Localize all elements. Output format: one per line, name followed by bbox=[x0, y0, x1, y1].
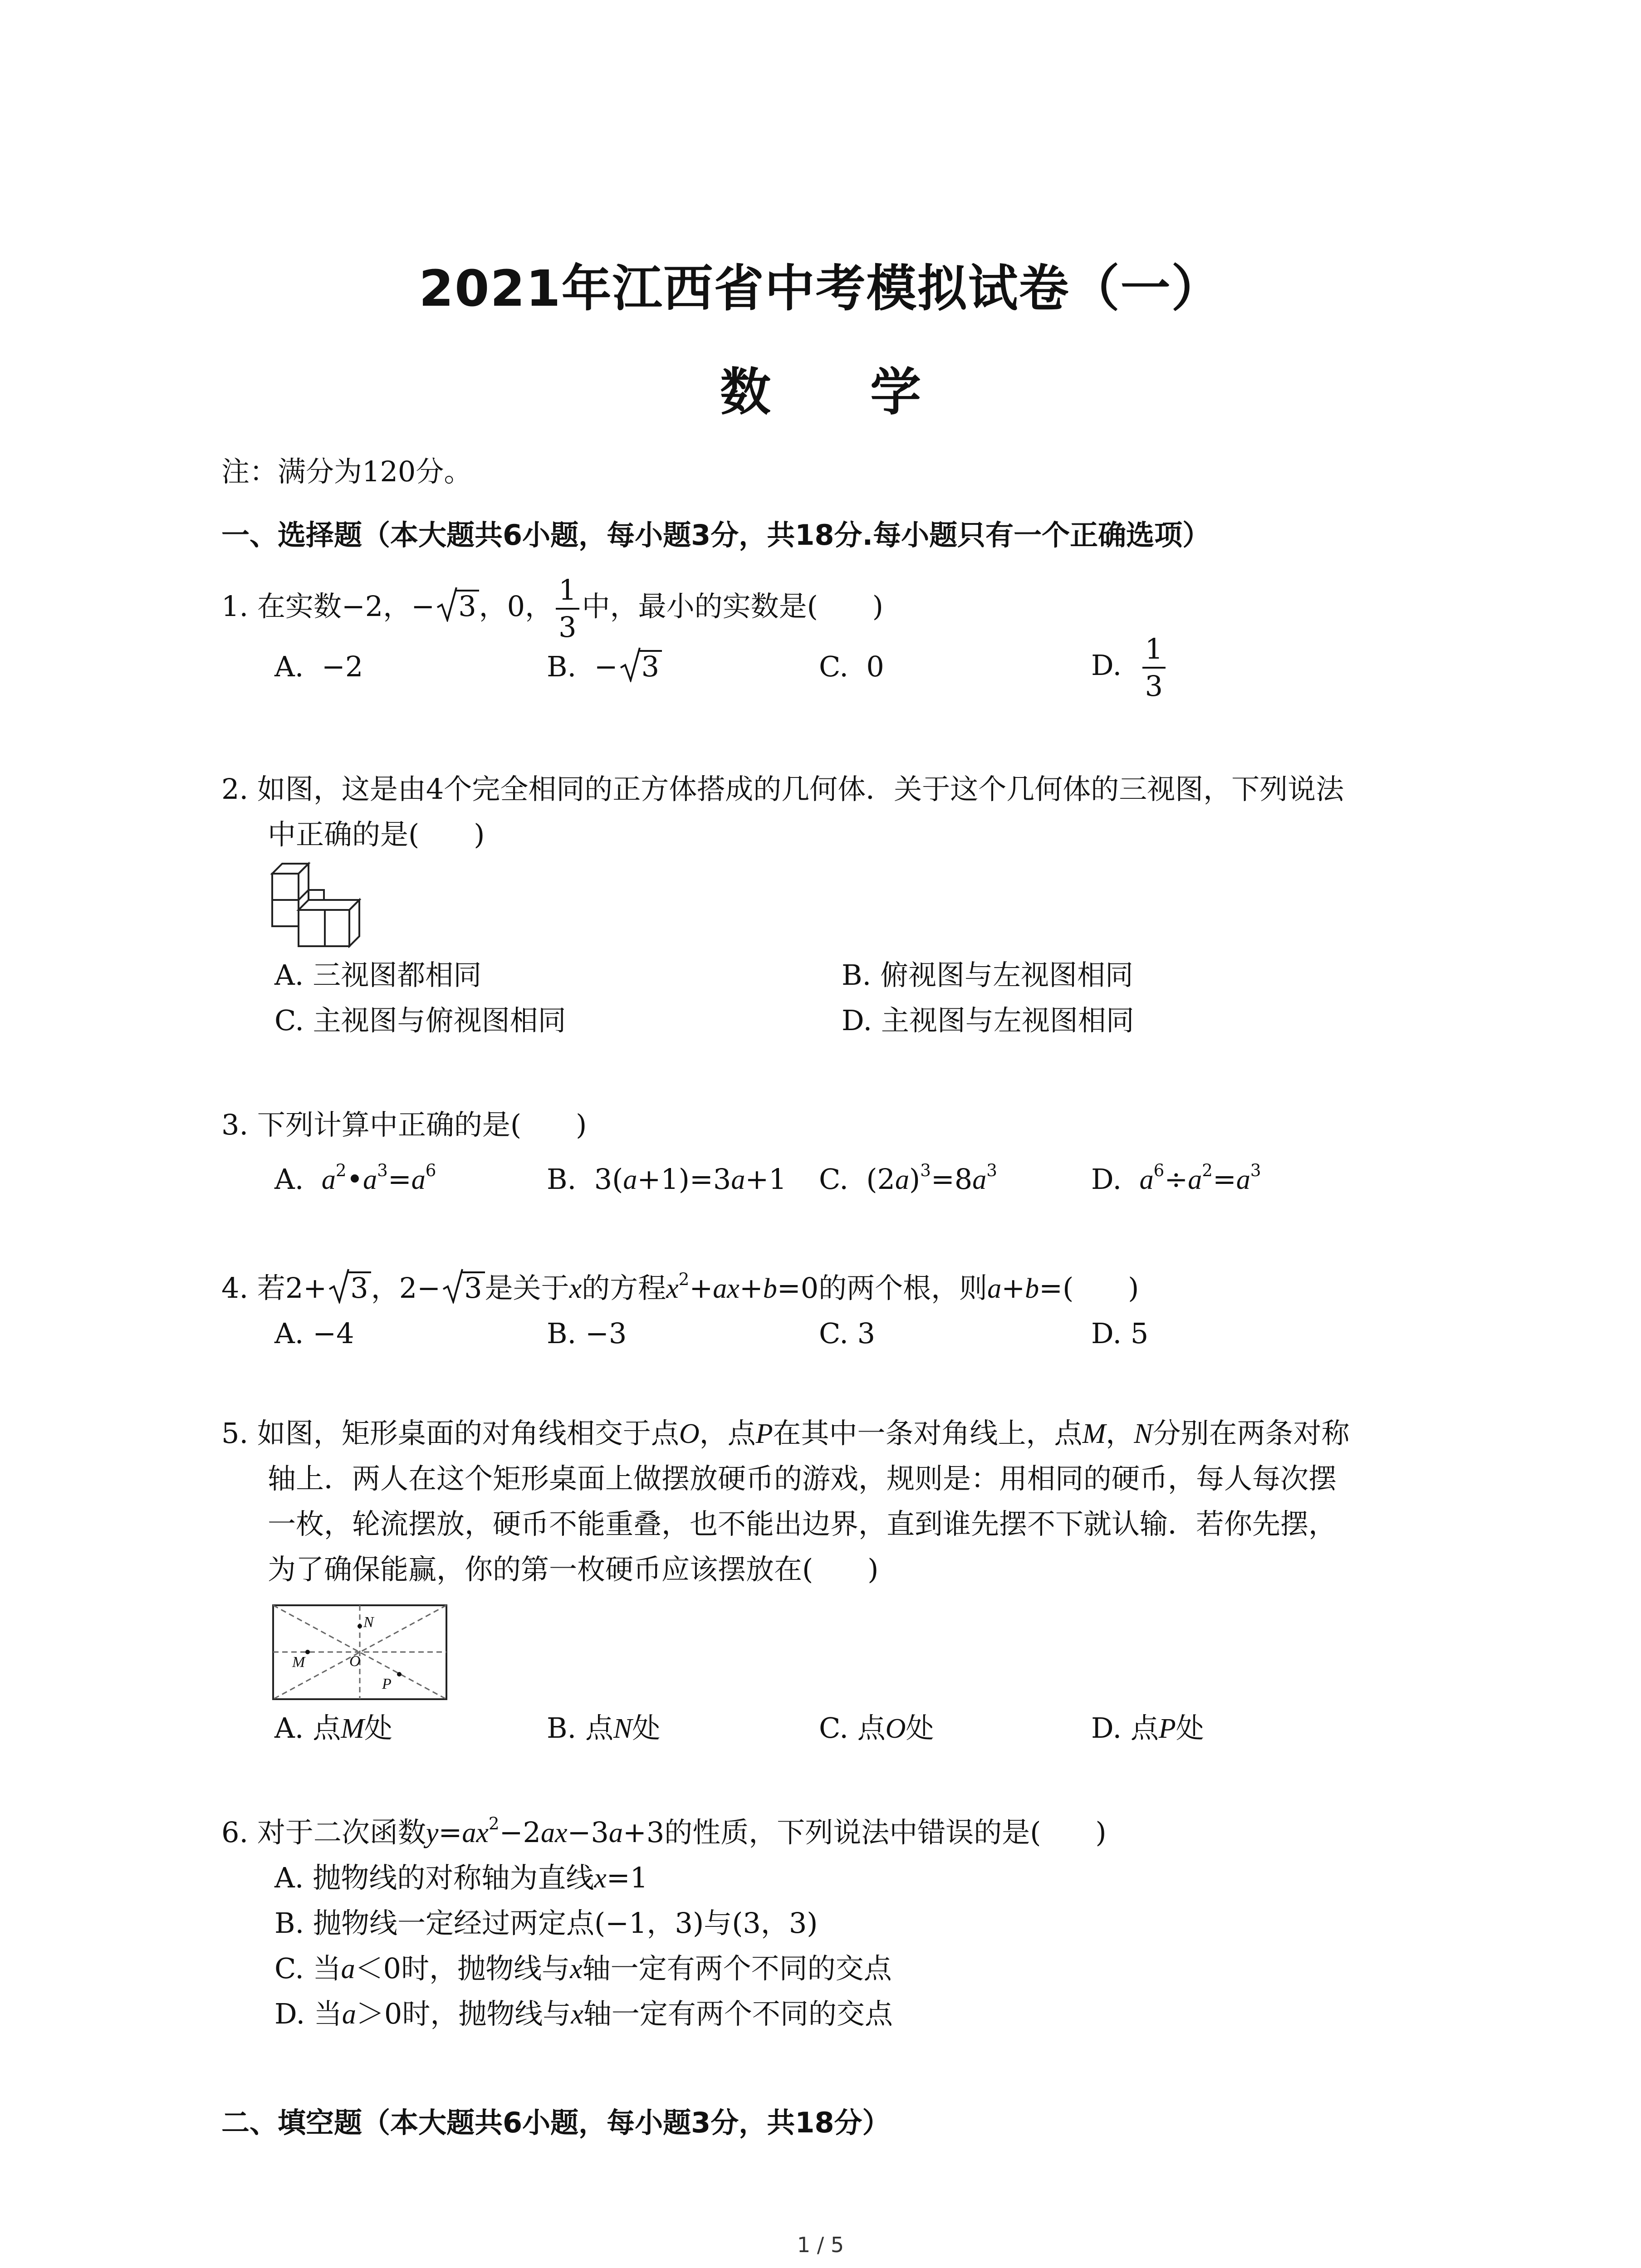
var-m: M bbox=[341, 1713, 364, 1744]
var-a: a bbox=[321, 1164, 336, 1195]
q5-close: ) bbox=[867, 1553, 879, 1586]
q3-option-a[interactable] bbox=[274, 1161, 436, 1198]
q4-ask: =( bbox=[1039, 1271, 1074, 1305]
question-6-stem bbox=[221, 1814, 1107, 1851]
q6-m1: −2 bbox=[499, 1816, 541, 1849]
q2-option-a[interactable]: A. 三视图都相同 bbox=[274, 958, 482, 992]
q1-c-value: 0 bbox=[866, 650, 884, 683]
q1-option-a[interactable] bbox=[274, 649, 363, 685]
exp: 2 bbox=[488, 1813, 500, 1834]
q4-mid: ，2− bbox=[371, 1271, 441, 1305]
q5-option-b[interactable] bbox=[547, 1710, 660, 1747]
var-a: a bbox=[363, 1164, 377, 1195]
q6-d-mid: ＞0时，抛物线与 bbox=[356, 1997, 571, 2030]
var-x: x bbox=[594, 1863, 607, 1894]
q6-c-post: 轴一定有两个不同的交点 bbox=[582, 1952, 892, 1985]
q6-option-a[interactable] bbox=[274, 1860, 648, 1897]
question-5-line3: 一枚，轮流摆放，硬币不能重叠，也不能出边界，直到谁先摆不下就认输．若你先摆， bbox=[268, 1507, 1337, 1540]
question-5-line1 bbox=[221, 1415, 1350, 1452]
subject-title: 数 学 bbox=[720, 363, 962, 422]
q3-b-pre: 3( bbox=[594, 1163, 623, 1196]
q3-c-pre: (2 bbox=[866, 1163, 895, 1196]
var-a: a bbox=[1188, 1164, 1202, 1195]
var-n: N bbox=[1134, 1418, 1153, 1449]
score-note: 注：满分为120分。 bbox=[221, 455, 472, 488]
q6-d-pre: D. 当 bbox=[274, 1997, 342, 2030]
q1-a-value: −2 bbox=[321, 650, 363, 683]
var-y: y bbox=[426, 1818, 439, 1848]
q3-d-label: D. bbox=[1091, 1163, 1122, 1196]
q1-c-label: C. bbox=[819, 650, 848, 683]
q2-close: ) bbox=[474, 818, 485, 851]
q2-option-b[interactable]: B. 俯视图与左视图相同 bbox=[842, 958, 1133, 992]
q1-b-minus: − bbox=[594, 650, 618, 683]
var-o: O bbox=[885, 1713, 906, 1744]
var-x: x bbox=[570, 1954, 583, 1984]
cube-stack-figure bbox=[270, 862, 361, 948]
q5-d-post: 处 bbox=[1176, 1711, 1204, 1745]
plus: + bbox=[689, 1271, 713, 1305]
var-a: a bbox=[623, 1164, 637, 1195]
var-a: a bbox=[411, 1164, 426, 1195]
q5-a-pre: A. 点 bbox=[274, 1711, 341, 1745]
q4-close: ) bbox=[1128, 1271, 1139, 1305]
q5-option-c[interactable] bbox=[819, 1710, 934, 1747]
exp: 3 bbox=[1250, 1160, 1261, 1181]
plus: + bbox=[739, 1271, 763, 1305]
question-1-stem bbox=[221, 573, 883, 644]
exp: 3 bbox=[986, 1160, 997, 1181]
var-a: a bbox=[731, 1164, 745, 1195]
var-x: x bbox=[666, 1273, 679, 1304]
var-m: M bbox=[1082, 1418, 1106, 1449]
var-a: a bbox=[895, 1164, 909, 1195]
exp: 2 bbox=[335, 1160, 347, 1181]
var-a: a bbox=[972, 1164, 987, 1195]
q5-option-d[interactable] bbox=[1091, 1710, 1204, 1747]
q1-option-b[interactable] bbox=[547, 649, 662, 685]
var-n: N bbox=[613, 1713, 632, 1744]
q1-pre: 1. 在实数−2， bbox=[221, 590, 411, 623]
q6-c-pre: C. 当 bbox=[274, 1952, 341, 1985]
var-a: a bbox=[341, 1954, 355, 1984]
q3-stem-text: 3. 下列计算中正确的是( bbox=[221, 1108, 522, 1141]
var-x: x bbox=[569, 1273, 582, 1304]
q3-b-label: B. bbox=[547, 1163, 577, 1196]
q5-b-pre: B. 点 bbox=[547, 1711, 613, 1745]
q4-option-c[interactable]: C. 3 bbox=[819, 1317, 876, 1350]
q1-fraction bbox=[556, 573, 579, 644]
q5-c-post: 处 bbox=[906, 1711, 934, 1745]
eq: = bbox=[387, 1163, 411, 1196]
q1-option-c[interactable] bbox=[819, 649, 884, 685]
q1-frac-num: 1 bbox=[556, 576, 579, 610]
q1-a-label: A. bbox=[274, 650, 304, 683]
q1-b-label: B. bbox=[547, 650, 577, 683]
var-p: P bbox=[1158, 1713, 1176, 1744]
eq: = bbox=[1212, 1163, 1236, 1196]
q4-option-d[interactable]: D. 5 bbox=[1091, 1317, 1149, 1350]
q4-option-a[interactable]: A. −4 bbox=[274, 1317, 354, 1350]
var-a: a bbox=[1139, 1164, 1154, 1195]
question-2-line2 bbox=[268, 816, 485, 853]
q3-c-close: ) bbox=[909, 1163, 921, 1196]
q6-option-b[interactable]: B. 抛物线一定经过两定点(−1，3)与(3，3) bbox=[274, 1906, 818, 1940]
question-3-stem bbox=[221, 1107, 587, 1143]
q3-a-label: A. bbox=[274, 1163, 304, 1196]
section-1-heading: 一、选择题（本大题共6小题，每小题3分，共18分.每小题只有一个正确选项） bbox=[221, 518, 1211, 552]
fig-label-m: M bbox=[292, 1654, 305, 1671]
q6-a-post: =1 bbox=[606, 1861, 648, 1894]
q1-frac-den: 3 bbox=[558, 611, 577, 644]
q1-d-num: 1 bbox=[1142, 635, 1166, 669]
var-x: x bbox=[554, 1818, 568, 1848]
sqrt-symbol bbox=[328, 1270, 371, 1306]
q6-option-d[interactable] bbox=[274, 1996, 893, 2033]
q3-close: ) bbox=[576, 1108, 587, 1141]
q5-a-post: 处 bbox=[364, 1711, 392, 1745]
rectangle-table-figure bbox=[271, 1603, 448, 1701]
sqrt-symbol bbox=[620, 649, 662, 685]
q3-b-post: +1 bbox=[745, 1163, 787, 1196]
q2-option-d[interactable]: D. 主视图与左视图相同 bbox=[842, 1004, 1134, 1037]
question-5-line4 bbox=[268, 1551, 878, 1588]
q1-mid: ，0， bbox=[479, 590, 554, 623]
q3-c-label: C. bbox=[819, 1163, 848, 1196]
question-2-line1: 2. 如图，这是由4个完全相同的正方体搭成的几何体．关于这个几何体的三视图，下列说法 bbox=[221, 772, 1344, 806]
q1-b-radicand: 3 bbox=[640, 650, 662, 681]
var-a: a bbox=[540, 1818, 555, 1848]
q6-close: ) bbox=[1095, 1816, 1107, 1849]
fig-label-o: O bbox=[349, 1653, 361, 1670]
q4-pre: 4. 若2+ bbox=[221, 1271, 327, 1305]
q5-line4-text: 为了确保能赢，你的第一枚硬币应该摆放在( bbox=[268, 1553, 813, 1586]
exp: 3 bbox=[377, 1160, 388, 1181]
sqrt-symbol bbox=[442, 1270, 485, 1306]
q5-option-a[interactable] bbox=[274, 1710, 392, 1747]
var-p: P bbox=[755, 1418, 773, 1449]
q4-eq-c: =0的两个根，则 bbox=[777, 1271, 988, 1305]
var-x: x bbox=[571, 1999, 583, 2030]
q3-option-d[interactable] bbox=[1091, 1161, 1261, 1198]
q5-b-post: 处 bbox=[632, 1711, 661, 1745]
q6-a-pre: A. 抛物线的对称轴为直线 bbox=[274, 1861, 594, 1894]
exp: 6 bbox=[1153, 1160, 1165, 1181]
q1-post: 中，最小的实数是( bbox=[582, 590, 818, 623]
q5-l1-d: 分别在两条对称 bbox=[1152, 1417, 1350, 1450]
question-5-line2: 轴上．两人在这个矩形桌面上做摆放硬币的游戏，规则是：用相同的硬币，每人每次摆 bbox=[268, 1462, 1337, 1495]
eq: = bbox=[438, 1816, 462, 1849]
q5-l1-a: 5. 如图，矩形桌面的对角线相交于点 bbox=[221, 1417, 679, 1450]
q6-option-c[interactable] bbox=[274, 1950, 892, 1987]
q1-close: ) bbox=[872, 590, 883, 623]
var-a: a bbox=[608, 1818, 623, 1848]
plus: + bbox=[1001, 1271, 1025, 1305]
q3-option-b[interactable] bbox=[547, 1161, 787, 1198]
q6-c-mid: ＜0时，抛物线与 bbox=[355, 1952, 570, 1985]
exam-title: 2021年江西省中考模拟试卷（一） bbox=[419, 259, 1222, 318]
q6-d-post: 轴一定有两个不同的交点 bbox=[583, 1997, 893, 2030]
q3-b-mid: +1)=3 bbox=[637, 1163, 731, 1196]
q5-l1-b: ，点 bbox=[699, 1417, 756, 1450]
q4-option-b[interactable]: B. −3 bbox=[547, 1317, 627, 1350]
div: ÷ bbox=[1164, 1163, 1188, 1196]
q6-pre: 6. 对于二次函数 bbox=[221, 1816, 426, 1849]
q1-option-d[interactable] bbox=[1091, 632, 1168, 703]
q4-radicand: 3 bbox=[462, 1271, 485, 1303]
fig-label-n: N bbox=[363, 1614, 374, 1631]
q3-c-eq: =8 bbox=[931, 1163, 973, 1196]
var-a: a bbox=[713, 1273, 727, 1304]
section-2-heading: 二、填空题（本大题共6小题，每小题3分，共18分） bbox=[221, 2106, 891, 2139]
q1-d-fraction bbox=[1142, 632, 1166, 703]
var-x: x bbox=[476, 1818, 489, 1848]
q5-l1-c: 在其中一条对角线上，点 bbox=[773, 1417, 1083, 1450]
q2-line2-text: 中正确的是( bbox=[268, 818, 420, 851]
sqrt-symbol bbox=[436, 588, 479, 625]
var-a: a bbox=[462, 1818, 476, 1848]
q1-d-label: D. bbox=[1091, 649, 1122, 682]
question-4-stem bbox=[221, 1270, 1139, 1307]
fig-label-p: P bbox=[382, 1676, 392, 1692]
comma: ， bbox=[1106, 1417, 1134, 1450]
q6-m3: +3的性质，下列说法中错误的是( bbox=[622, 1816, 1041, 1849]
var-b: b bbox=[763, 1273, 777, 1304]
q4-post2: 的方程 bbox=[582, 1271, 666, 1305]
q4-post1: 是关于 bbox=[485, 1271, 569, 1305]
var-a: a bbox=[1236, 1164, 1250, 1195]
var-b: b bbox=[1025, 1273, 1039, 1304]
q1-d-den: 3 bbox=[1145, 670, 1163, 703]
var-a: a bbox=[987, 1273, 1002, 1304]
exp: 3 bbox=[920, 1160, 931, 1181]
exp: 2 bbox=[678, 1269, 690, 1290]
var-o: O bbox=[679, 1418, 700, 1449]
exp: 2 bbox=[1202, 1160, 1213, 1181]
var-a: a bbox=[342, 1999, 356, 2030]
q5-c-pre: C. 点 bbox=[819, 1711, 886, 1745]
q1-minus: − bbox=[411, 590, 435, 623]
q5-d-pre: D. 点 bbox=[1091, 1711, 1159, 1745]
page-number: 1 / 5 bbox=[797, 2233, 844, 2257]
q3-option-c[interactable] bbox=[819, 1161, 997, 1198]
q1-radicand: 3 bbox=[456, 590, 479, 621]
q2-option-c[interactable]: C. 主视图与俯视图相同 bbox=[274, 1004, 566, 1037]
exp: 6 bbox=[425, 1160, 436, 1181]
q4-radicand: 3 bbox=[348, 1271, 371, 1303]
q6-m2: −3 bbox=[567, 1816, 609, 1849]
var-x: x bbox=[727, 1273, 740, 1304]
dot: • bbox=[346, 1163, 363, 1196]
